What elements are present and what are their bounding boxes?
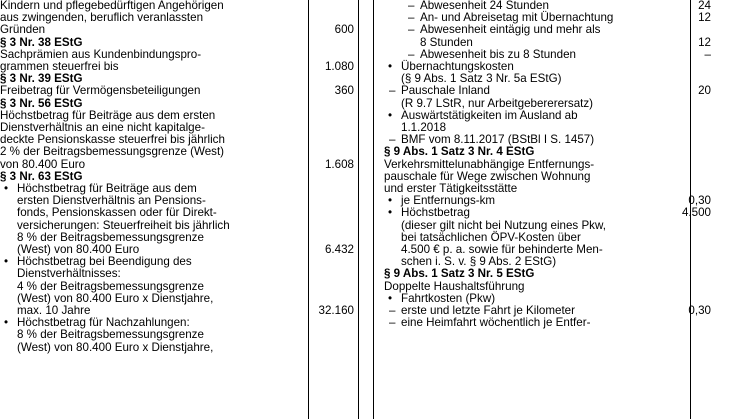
bullet-icon: •: [388, 108, 393, 122]
bullet-icon: •: [388, 291, 393, 305]
bullet-item: [384, 61, 746, 85]
amount-value: 1.080: [324, 60, 354, 74]
bullet-item: [384, 207, 746, 268]
left-column-body: [0, 0, 358, 354]
amount-value: 6.432: [324, 243, 354, 257]
text-line: (R 9.7 LStR, nur Arbeitgebererersatz): [401, 96, 594, 110]
section-heading: [384, 268, 746, 280]
section-heading: [0, 98, 358, 110]
left-column: [0, 0, 359, 419]
dash-icon: –: [389, 133, 396, 147]
text-line: Höchstbetrag bei Beendigung des: [17, 255, 192, 269]
section-heading-text: § 9 Abs. 1 Satz 3 Nr. 5 EStG: [384, 267, 535, 281]
text-line: von 80.400 Euro: [0, 157, 86, 171]
section-heading-text: § 3 Nr. 63 EStG: [0, 169, 83, 183]
text-line: max. 10 Jahre: [17, 304, 91, 318]
text-line: schen i. S. v. § 9 Abs. 2 EStG): [401, 255, 557, 269]
text-line: je Entfernungs-km: [401, 194, 496, 208]
text-line: Kindern und pflegebedürftigen Angehörigen: [0, 0, 224, 12]
text-line: 4 % der Beitragsbemessungsgrenze: [17, 279, 204, 293]
text-line: Auswärtstätigkeiten im Ausland ab: [401, 108, 578, 122]
text-line: fonds, Pensionskassen oder für Direkt-: [17, 206, 217, 220]
text-line: 1.1.2018: [401, 121, 447, 135]
bullet-icon: •: [4, 316, 9, 330]
text-line: BMF vom 8.11.2017 (BStBl I S. 1457): [401, 133, 595, 147]
text-line: Höchstbetrag für Beiträge aus dem: [17, 182, 197, 196]
bullet-item: [384, 110, 746, 134]
section-heading-text: § 9 Abs. 1 Satz 3 Nr. 4 EStG: [384, 145, 535, 159]
amount-value: 600: [334, 23, 354, 37]
text-line: Abwesenheit eintägig und mehr als: [420, 23, 601, 37]
text-line: und erster Tätigkeitsstätte: [384, 182, 518, 196]
text-line: eine Heimfahrt wöchentlich je Entfer-: [401, 316, 591, 330]
text-line: Pauschale Inland: [401, 84, 490, 98]
section-heading-text: § 3 Nr. 56 EStG: [0, 96, 83, 110]
bullet-icon: •: [4, 182, 9, 196]
bullet-item: [0, 317, 358, 354]
text-line: An- und Abreisetag mit Übernachtung: [420, 11, 614, 25]
dash-item: [384, 24, 746, 48]
text-line: 8 % der Beitragsbemessungsgrenze: [17, 230, 204, 244]
amount-value: 24: [698, 0, 711, 12]
dash-icon: –: [389, 316, 396, 330]
right-amount-divider: [690, 0, 691, 419]
dash-icon: –: [408, 0, 415, 12]
amount-value: 0,30: [688, 194, 711, 208]
text-line: grammen steuerfrei bis: [0, 60, 119, 74]
amount-value: –: [704, 47, 711, 61]
text-line: 8 % der Beitragsbemessungsgrenze: [17, 328, 204, 342]
amount-value: 32.160: [318, 304, 354, 318]
amount-value: 12: [698, 11, 711, 25]
dash-icon: –: [389, 84, 396, 98]
dash-icon: –: [408, 23, 415, 37]
text-line: deckte Pensionskasse steuerfrei bis jährlich: [0, 133, 225, 147]
text-line: Freibetrag für Vermögensbeteiligungen: [0, 84, 201, 98]
dash-icon: –: [408, 11, 415, 25]
text-line: (§ 9 Abs. 1 Satz 3 Nr. 5a EStG): [401, 72, 562, 86]
dash-item: [384, 85, 746, 109]
amount-value: 12: [698, 35, 711, 49]
text-line: (West) von 80.400 Euro: [17, 243, 140, 257]
text-line: versicherungen: Steuerfreiheit bis jährlich: [17, 218, 230, 232]
text-line: 4.500 € p. a. sowie für behinderte Men-: [401, 243, 603, 257]
text-line: Sachprämien aus Kundenbindungspro-: [0, 47, 202, 61]
text-line: Abwesenheit bis zu 8 Stunden: [420, 47, 576, 61]
left-amount-divider: [308, 0, 309, 419]
dash-item: [384, 317, 746, 329]
bullet-icon: •: [388, 194, 393, 208]
text-line: pauschale für Wege zwischen Wohnung: [384, 169, 591, 183]
amount-value: 1.608: [324, 157, 354, 171]
text-block: [0, 85, 358, 97]
text-block: [0, 110, 358, 171]
text-block: [0, 49, 358, 73]
text-line: bei tatsächlichen ÖPV-Kosten über: [401, 230, 581, 244]
text-line: Doppelte Haushaltsführung: [384, 279, 525, 293]
text-line: erste und letzte Fahrt je Kilometer: [401, 304, 575, 318]
text-line: aus zwingenden, beruflich veranlassten: [0, 11, 204, 25]
text-line: Gründen: [0, 23, 46, 37]
text-line: Verkehrsmittelunabhängige Entfernungs-: [384, 157, 595, 171]
dash-icon: –: [408, 47, 415, 61]
bullet-item: [0, 256, 358, 317]
section-heading: [384, 146, 746, 158]
text-line: Dienstverhältnisses:: [17, 267, 121, 281]
bullet-item: [0, 183, 358, 256]
section-heading: [0, 37, 358, 49]
text-line: Höchstbetrag: [401, 206, 470, 220]
amount-value: 4.500: [681, 206, 711, 220]
amount-value: 20: [698, 84, 711, 98]
section-heading-text: § 3 Nr. 38 EStG: [0, 35, 83, 49]
text-block: [384, 159, 746, 196]
text-line: Höchstbetrag für Nachzahlungen:: [17, 316, 190, 330]
bullet-icon: •: [4, 255, 9, 269]
text-line: Übernachtungskosten: [401, 60, 514, 74]
text-line: 8 Stunden: [420, 35, 473, 49]
text-line: (West) von 80.400 Euro x Dienstjahre,: [17, 340, 214, 354]
amount-value: 0,30: [688, 304, 711, 318]
bullet-icon: •: [388, 60, 393, 74]
text-line: Dienstverhältnis an eine nicht kapitalge-: [0, 121, 205, 135]
text-line: ersten Dienstverhältnis an Pensions-: [17, 194, 206, 208]
text-line: Höchstbetrag für Beiträge aus dem ersten: [0, 108, 216, 122]
bullet-icon: •: [388, 206, 393, 220]
text-line: (West) von 80.400 Euro x Dienstjahre,: [17, 291, 214, 305]
section-heading-text: § 3 Nr. 39 EStG: [0, 72, 83, 86]
text-line: Fahrtkosten (Pkw): [401, 291, 496, 305]
text-line: (dieser gilt nicht bei Nutzung eines Pkw,: [401, 218, 606, 232]
dash-icon: –: [389, 304, 396, 318]
text-line: 2 % der Beitragsbemessungsgrenze (West): [0, 145, 225, 159]
text-line: Abwesenheit 24 Stunden: [420, 0, 549, 12]
text-block: [0, 0, 358, 37]
amount-value: 360: [334, 84, 354, 98]
